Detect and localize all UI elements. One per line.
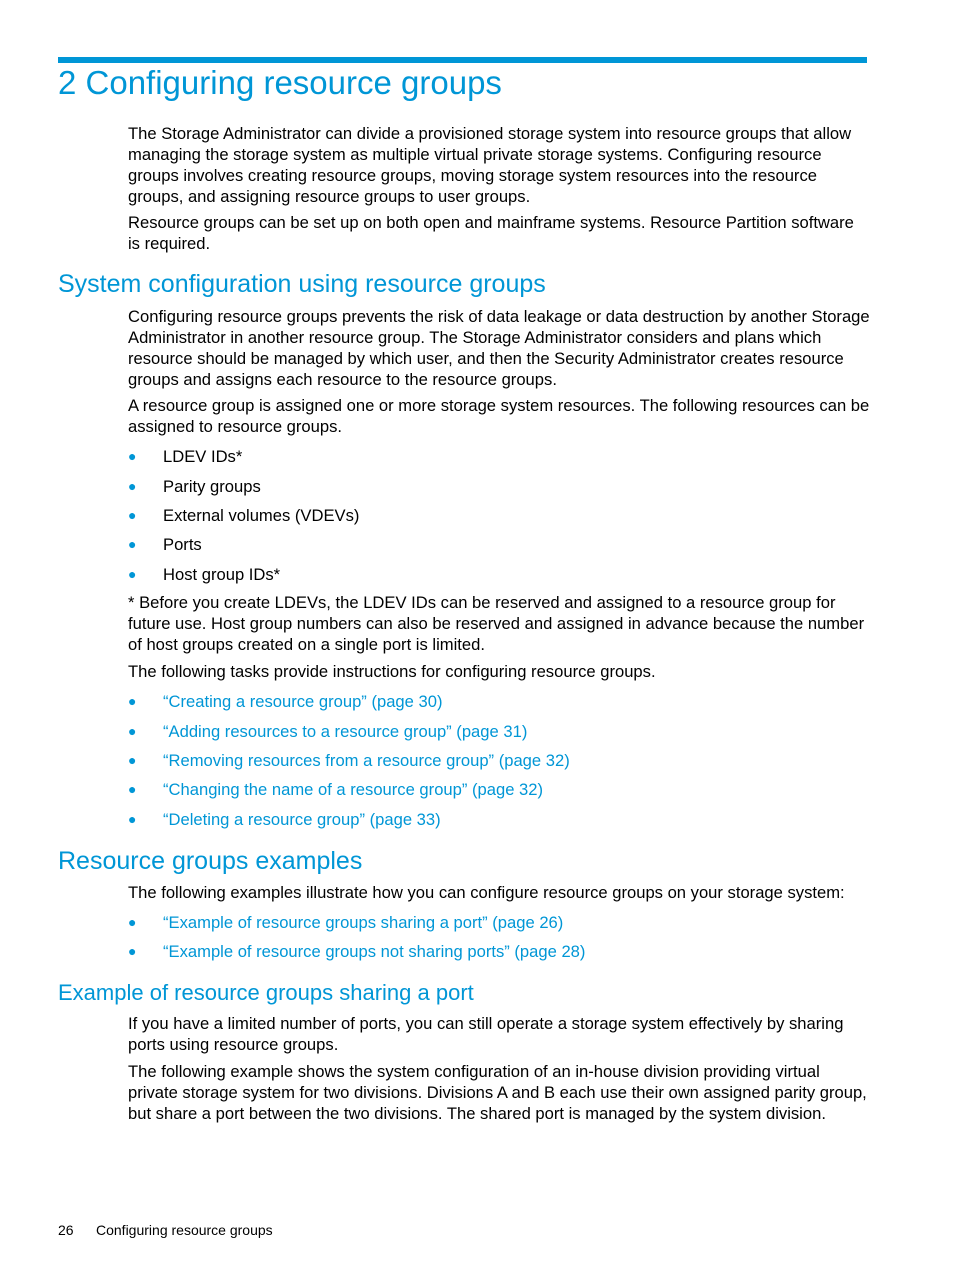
- list-item-label: LDEV IDs*: [163, 447, 243, 466]
- task-link-removing[interactable]: “Removing resources from a resource group” (page 32): [163, 751, 570, 770]
- task-link-adding[interactable]: “Adding resources to a resource group” (page 31): [163, 722, 528, 741]
- section-heading-system-configuration: System configuration using resource groups: [58, 270, 546, 298]
- list-item-label: Host group IDs*: [163, 565, 281, 584]
- section1-paragraph-2: A resource group is assigned one or more storage system resources. The following resources can be assigned to resource groups.: [128, 396, 870, 436]
- section3-paragraph-1: If you have a limited number of ports, you can still operate a storage system effectively by sharing ports using resource groups.: [128, 1014, 844, 1054]
- bullet-icon: ●: [128, 448, 137, 464]
- bullet-icon: ●: [128, 723, 137, 739]
- chapter-title: 2 Configuring resource groups: [58, 64, 502, 101]
- bullet-icon: ●: [128, 943, 137, 959]
- bullet-icon: ●: [128, 507, 137, 523]
- list-item-label: Parity groups: [163, 477, 261, 496]
- section-heading-resource-groups-examples: Resource groups examples: [58, 847, 363, 875]
- section1-note: * Before you create LDEVs, the LDEV IDs can be reserved and assigned to a resource group for future use. Host group numbers can also be reserved and assigned in advance because the number of host groups created on a single port is limited.: [128, 593, 865, 654]
- section3-paragraph-2: The following example shows the system configuration of an in-house division providing virtual private storage system for two divisions. Divisions A and B each use their own assigned parity group, but share a port between the two divisions. The shared port is managed by the system division.: [128, 1062, 867, 1123]
- bullet-icon: ●: [128, 536, 137, 552]
- page-number: 26: [58, 1222, 74, 1238]
- chapter-top-rule: [58, 57, 867, 63]
- section2-paragraph-1: The following examples illustrate how you can configure resource groups on your storage system:: [128, 883, 845, 902]
- list-item-label: External volumes (VDEVs): [163, 506, 360, 525]
- footer-title: Configuring resource groups: [96, 1222, 273, 1238]
- section-heading-sharing-port: Example of resource groups sharing a port: [58, 980, 474, 1005]
- task-link-creating[interactable]: “Creating a resource group” (page 30): [163, 692, 443, 711]
- section1-paragraph-1: Configuring resource groups prevents the risk of data leakage or data destruction by another Storage Administrator in another resource group. The Storage Administrator considers and plans which resource should be managed by which user, and then the Security Administrator creates resource groups and assigns each resource to the resource groups.: [128, 307, 870, 389]
- bullet-icon: ●: [128, 566, 137, 582]
- intro-paragraph-2: Resource groups can be set up on both open and mainframe systems. Resource Partition software is required.: [128, 213, 854, 253]
- bullet-icon: ●: [128, 693, 137, 709]
- example-link-not-sharing-ports[interactable]: “Example of resource groups not sharing ports” (page 28): [163, 942, 586, 961]
- bullet-icon: ●: [128, 811, 137, 827]
- bullet-icon: ●: [128, 752, 137, 768]
- bullet-icon: ●: [128, 781, 137, 797]
- section1-paragraph-3: The following tasks provide instructions for configuring resource groups.: [128, 662, 656, 681]
- task-link-deleting[interactable]: “Deleting a resource group” (page 33): [163, 810, 441, 829]
- bullet-icon: ●: [128, 914, 137, 930]
- intro-paragraph-1: The Storage Administrator can divide a provisioned storage system into resource groups that allow managing the storage system as multiple virtual private storage systems. Configuring resource groups involves creating resource groups, moving storage system resources into the resource groups, and assigning resource groups to user groups.: [128, 124, 852, 206]
- task-link-changing-name[interactable]: “Changing the name of a resource group” (page 32): [163, 780, 544, 799]
- bullet-icon: ●: [128, 478, 137, 494]
- list-item-label: Ports: [163, 535, 202, 554]
- example-link-sharing-port[interactable]: “Example of resource groups sharing a port” (page 26): [163, 913, 564, 932]
